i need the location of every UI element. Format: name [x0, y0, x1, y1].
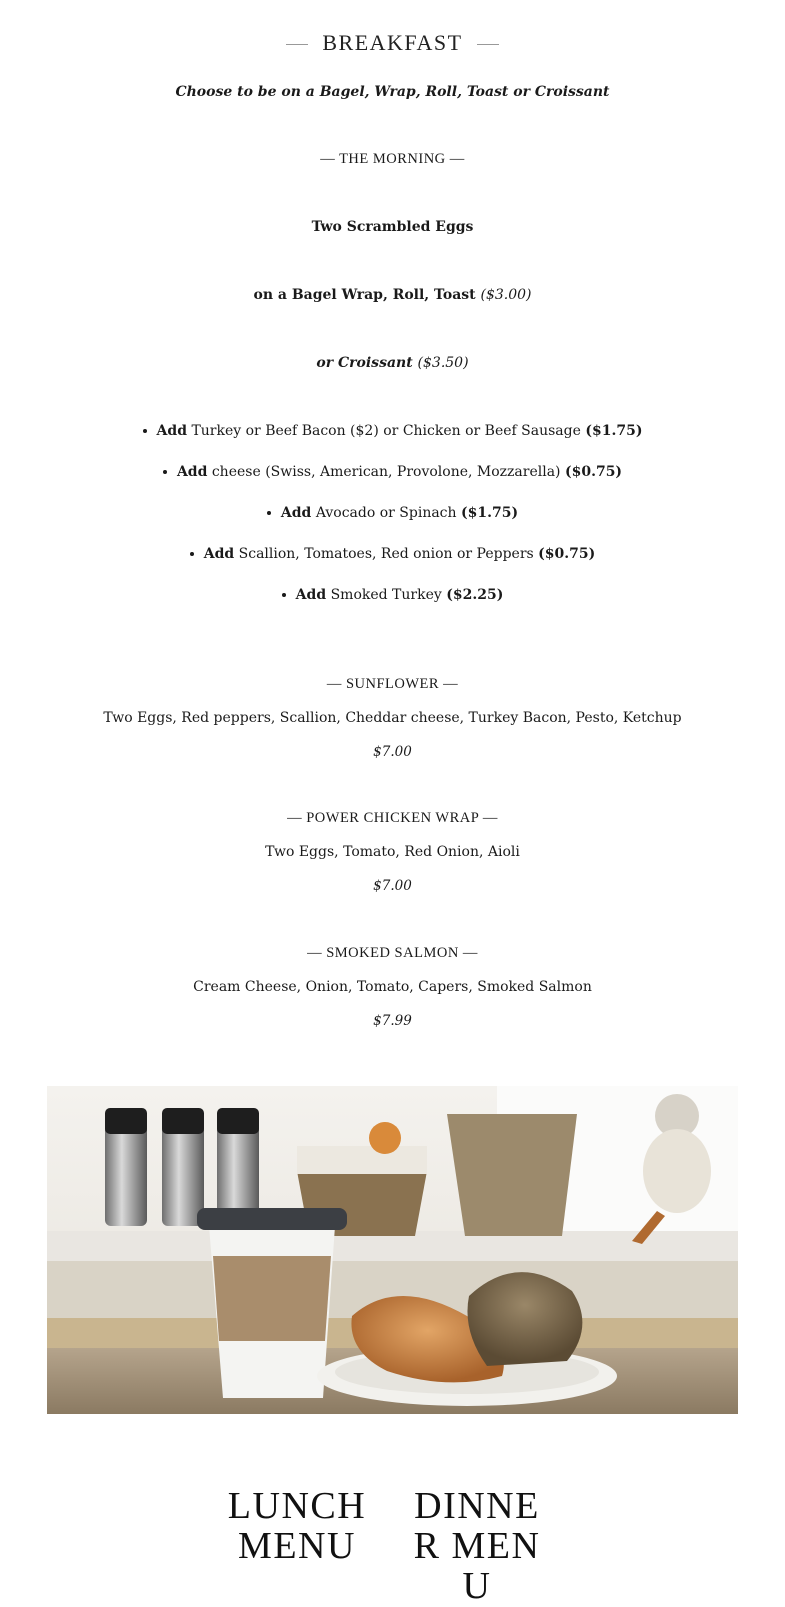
dinner-menu-link[interactable]: DINNER MENU — [413, 1485, 541, 1607]
list-item — [0, 411, 785, 452]
morning-line-bagel — [0, 287, 785, 303]
heading-dash-left — [286, 44, 308, 45]
addon-price: ($0.75) — [538, 546, 596, 562]
section-title-power-chicken-wrap: — POWER CHICKEN WRAP — — [287, 810, 498, 826]
item-description-power-chicken-wrap: Two Eggs, Tomato, Red Onion, Aioli — [265, 844, 520, 860]
bullet-icon — [190, 552, 194, 556]
morning-line-bagel-text: on a Bagel Wrap, Roll, Toast — [253, 287, 476, 303]
addon-text: cheese (Swiss, American, Provolone, Mozzarella) — [211, 464, 561, 480]
bullet-icon — [282, 593, 286, 597]
addon-add-label: Add — [203, 546, 235, 562]
addon-price: ($1.75) — [461, 505, 519, 521]
section-title-smoked-salmon: — SMOKED SALMON — — [307, 945, 478, 961]
addon-price: ($2.25) — [446, 587, 504, 603]
addon-add-label: Add — [280, 505, 312, 521]
page-title-text: BREAKFAST — [322, 30, 463, 55]
addon-text: Turkey or Beef Bacon ($2) or Chicken or Beef Sausage — [191, 423, 581, 439]
addon-list — [0, 411, 785, 616]
bullet-icon — [267, 511, 271, 515]
addon-add-label: Add — [156, 423, 187, 439]
item-price-smoked-salmon: $7.99 — [373, 1013, 412, 1029]
heading-dash-right — [477, 44, 499, 45]
list-item — [0, 575, 785, 616]
bullet-icon — [163, 470, 167, 474]
addon-text: Scallion, Tomatoes, Red onion or Peppers — [238, 546, 534, 562]
morning-line-bagel-price: ($3.00) — [480, 287, 532, 303]
cafe-photo-image — [47, 1086, 738, 1414]
menu-subtitle: Choose to be on a Bagel, Wrap, Roll, Toast or Croissant — [175, 84, 610, 100]
page-title — [0, 30, 785, 56]
item-price-sunflower: $7.00 — [373, 744, 412, 760]
list-item — [0, 534, 785, 575]
morning-line-croissant — [0, 355, 785, 371]
morning-line-croissant-text: or Croissant — [316, 355, 413, 371]
addon-text: Avocado or Spinach — [315, 505, 457, 521]
section-title-the-morning: — THE MORNING — — [320, 151, 465, 167]
lunch-menu-link[interactable]: LUNCH MENU — [227, 1485, 367, 1567]
cafe-photo — [47, 1086, 738, 1414]
addon-add-label: Add — [176, 464, 208, 480]
morning-line-croissant-price: ($3.50) — [417, 355, 469, 371]
bullet-icon — [143, 429, 147, 433]
addon-text: Smoked Turkey — [330, 587, 442, 603]
item-price-power-chicken-wrap: $7.00 — [373, 878, 412, 894]
item-description-smoked-salmon: Cream Cheese, Onion, Tomato, Capers, Smoked Salmon — [193, 979, 592, 995]
addon-price: ($1.75) — [585, 423, 643, 439]
list-item — [0, 452, 785, 493]
item-description-sunflower: Two Eggs, Red peppers, Scallion, Cheddar cheese, Turkey Bacon, Pesto, Ketchup — [103, 710, 682, 726]
morning-line-eggs: Two Scrambled Eggs — [311, 219, 474, 235]
addon-add-label: Add — [295, 587, 327, 603]
section-title-sunflower: — SUNFLOWER — — [326, 676, 459, 692]
addon-price: ($0.75) — [564, 464, 623, 480]
list-item — [0, 493, 785, 534]
